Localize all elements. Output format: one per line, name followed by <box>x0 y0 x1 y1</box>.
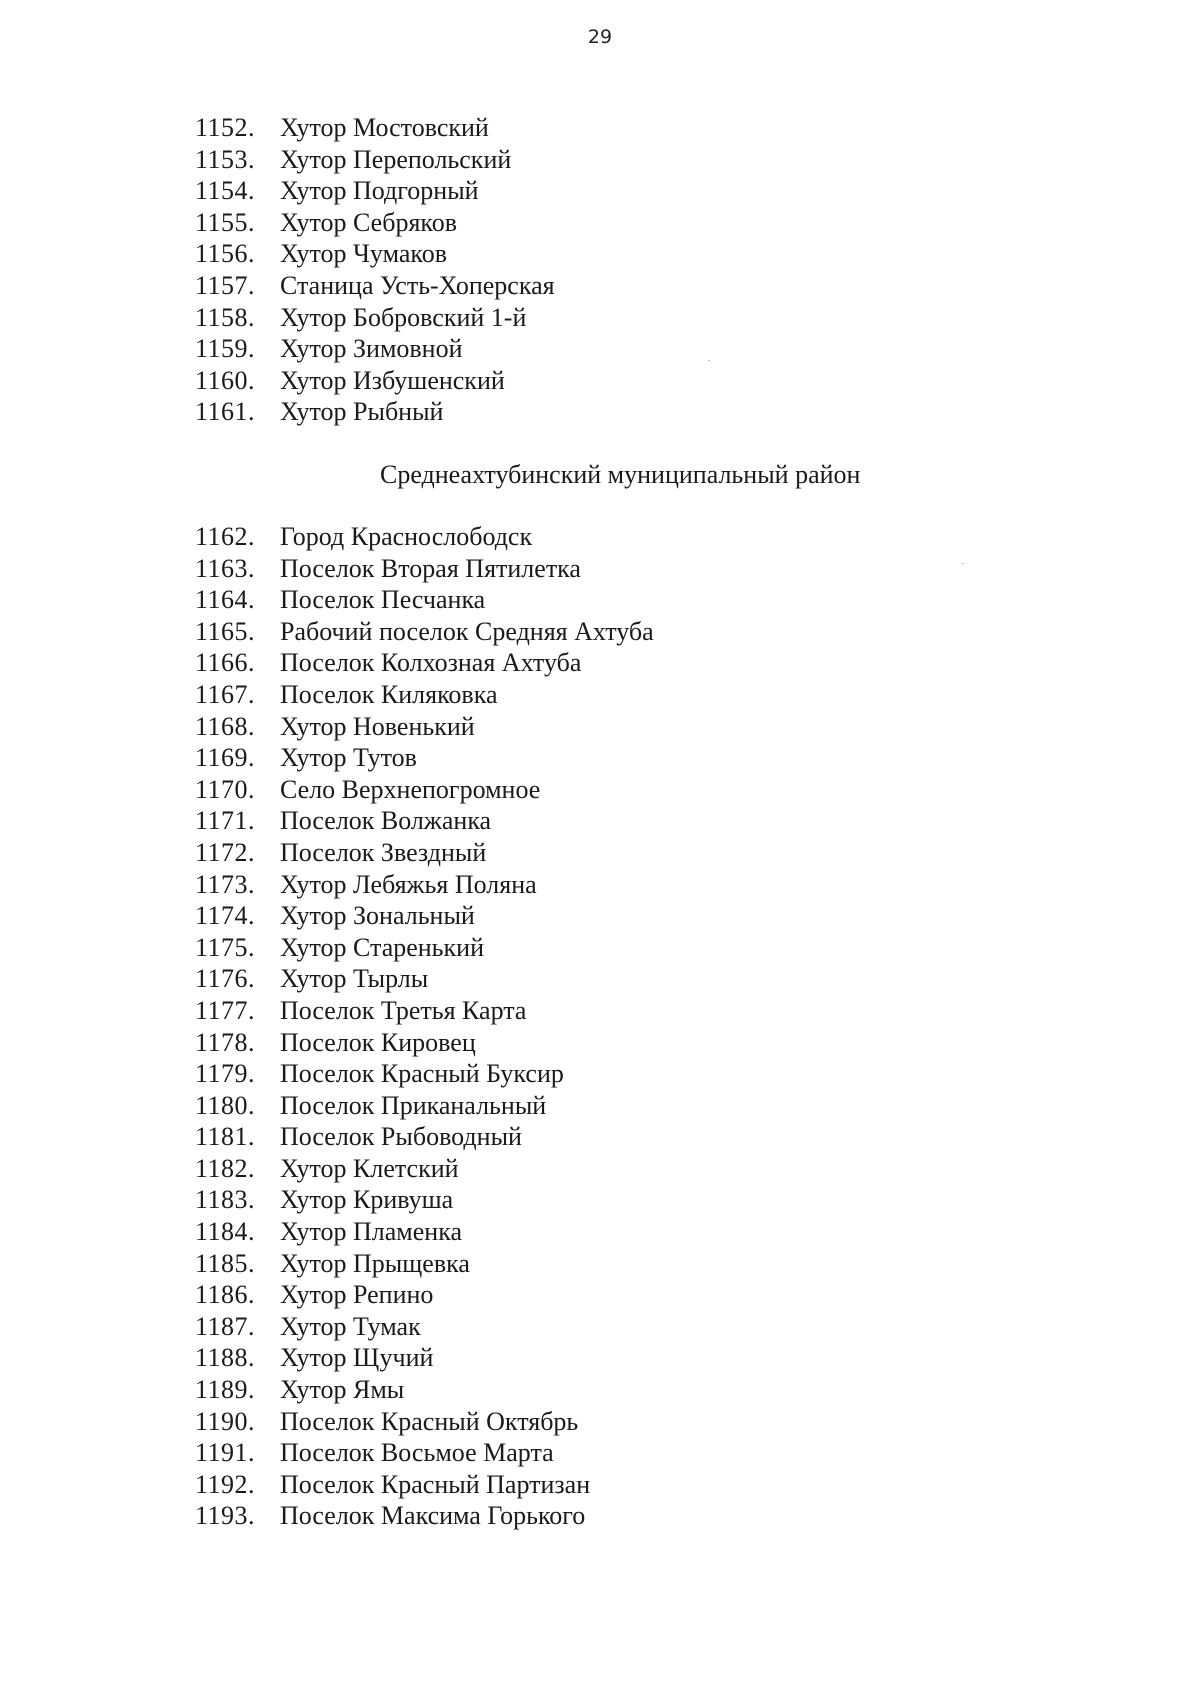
item-number: 1179. <box>195 1059 256 1089</box>
item-name: Хутор Чумаков <box>280 239 447 269</box>
scan-speck <box>962 563 964 564</box>
item-name: Хутор Избушенский <box>280 365 505 395</box>
item-name: Хутор Кривуша <box>280 1185 454 1215</box>
item-number: 1157. <box>195 270 256 300</box>
item-name: Поселок Красный Буксир <box>280 1059 564 1089</box>
item-name: Поселок Красный Октябрь <box>280 1406 579 1436</box>
item-name: Поселок Третья Карта <box>280 995 527 1025</box>
item-number: 1185. <box>195 1248 256 1278</box>
item-number: 1184. <box>195 1217 256 1247</box>
item-name: Хутор Себряков <box>280 207 457 237</box>
item-number: 1183. <box>195 1185 256 1215</box>
item-number: 1155. <box>195 207 256 237</box>
item-name: Поселок Песчанка <box>280 585 486 615</box>
item-name: Хутор Пламенка <box>280 1217 462 1247</box>
item-number: 1187. <box>195 1311 256 1341</box>
item-number: 1178. <box>195 1027 256 1057</box>
item-name: Хутор Новенький <box>280 711 475 741</box>
item-name: Поселок Рыбоводный <box>280 1122 522 1152</box>
item-number: 1175. <box>195 932 256 962</box>
item-number: 1167. <box>195 679 256 709</box>
item-name: Поселок Приканальный <box>280 1090 547 1120</box>
item-number: 1163. <box>195 553 256 583</box>
item-name: Поселок Максима Горького <box>280 1501 586 1531</box>
item-name: Поселок Киляковка <box>280 679 498 709</box>
item-name: Поселок Красный Партизан <box>280 1469 591 1499</box>
item-number: 1186. <box>195 1280 256 1310</box>
item-name: Хутор Подгорный <box>280 176 479 206</box>
item-name: Хутор Тырлы <box>280 964 429 994</box>
item-name: Хутор Зимовной <box>280 334 463 364</box>
item-number: 1170. <box>195 774 256 804</box>
section-title: Среднеахтубинский муниципальный район <box>380 460 861 489</box>
item-name: Хутор Клетский <box>280 1153 459 1183</box>
item-number: 1190. <box>195 1406 256 1436</box>
item-number: 1154. <box>195 176 256 206</box>
item-name: Поселок Восьмое Марта <box>280 1438 554 1468</box>
item-name: Рабочий поселок Средняя Ахтуба <box>280 616 654 646</box>
item-number: 1161. <box>195 397 256 427</box>
item-number: 1171. <box>195 806 256 836</box>
item-number: 1188. <box>195 1343 256 1373</box>
item-number: 1158. <box>195 302 256 332</box>
item-name: Хутор Лебяжья Поляна <box>280 869 537 899</box>
item-number: 1180. <box>195 1090 256 1120</box>
item-name: Хутор Репино <box>280 1280 434 1310</box>
item-name: Город Краснослободск <box>280 522 533 551</box>
item-name: Поселок Вторая Пятилетка <box>280 553 581 583</box>
item-name: Хутор Бобровский 1-й <box>280 302 527 332</box>
item-name: Хутор Прыщевка <box>280 1248 470 1278</box>
item-number: 1166. <box>195 648 256 678</box>
item-number: 1172. <box>195 837 256 867</box>
item-number: 1164. <box>195 585 256 615</box>
item-name: Хутор Ямы <box>280 1375 405 1405</box>
item-name: Поселок Кировец <box>280 1027 476 1057</box>
item-number: 1153. <box>195 144 256 174</box>
item-name: Хутор Перепольский <box>280 144 512 174</box>
item-number: 1191. <box>195 1438 256 1468</box>
item-number: 1193. <box>195 1501 256 1531</box>
item-number: 1165. <box>195 616 256 646</box>
item-number: 1159. <box>195 334 256 364</box>
item-number: 1169. <box>195 743 256 773</box>
scan-speck <box>708 360 710 361</box>
item-number: 1160. <box>195 365 256 395</box>
item-number: 1156. <box>195 239 256 269</box>
item-number: 1177. <box>195 995 256 1025</box>
item-number: 1162. <box>195 522 256 551</box>
item-name: Поселок Колхозная Ахтуба <box>280 648 582 678</box>
item-number: 1152. <box>195 113 256 142</box>
item-name: Хутор Зональный <box>280 901 475 931</box>
item-number: 1174. <box>195 901 256 931</box>
item-name: Хутор Щучий <box>280 1343 434 1373</box>
item-name: Поселок Звездный <box>280 837 487 867</box>
item-name: Село Верхнепогромное <box>280 774 541 804</box>
item-name: Хутор Старенький <box>280 932 485 962</box>
item-number: 1192. <box>195 1469 256 1499</box>
item-name: Хутор Рыбный <box>280 397 444 427</box>
item-name: Хутор Тумак <box>280 1311 421 1341</box>
item-name: Станица Усть-Хоперская <box>280 270 555 300</box>
item-number: 1181. <box>195 1122 256 1152</box>
item-name: Поселок Волжанка <box>280 806 492 836</box>
item-name: Хутор Тутов <box>280 743 417 773</box>
item-number: 1182. <box>195 1153 256 1183</box>
item-number: 1176. <box>195 964 256 994</box>
item-number: 1168. <box>195 711 256 741</box>
item-number: 1173. <box>195 869 256 899</box>
item-number: 1189. <box>195 1375 256 1405</box>
item-name: Хутор Мостовский <box>280 113 489 142</box>
page-number: 29 <box>587 26 613 48</box>
